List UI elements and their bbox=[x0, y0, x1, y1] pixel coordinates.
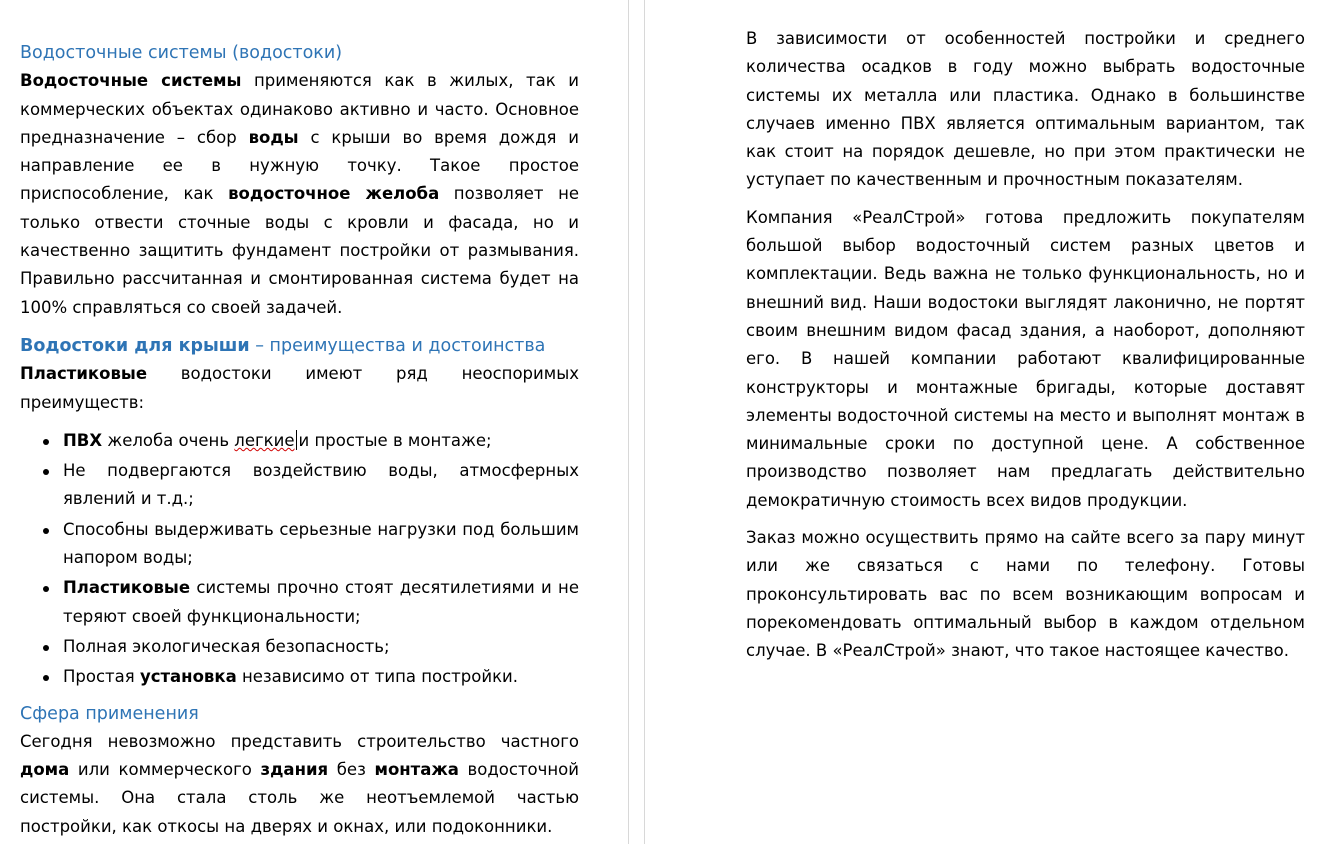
list-item bbox=[20, 633, 579, 661]
text-run: водосточной системы. Она стала столь же неотъемлемой частью постройки, как откосы на дверях и окнах, или подоконники. bbox=[20, 760, 580, 836]
advantages-list bbox=[20, 427, 579, 692]
heading-rest: – преимущества и достоинства bbox=[249, 335, 546, 356]
text-run: Не подвергаются воздействию воды, атмосферных явлений и т.д.; bbox=[63, 461, 579, 509]
bold-text: водосточное желоба bbox=[228, 184, 440, 204]
paragraph-scope bbox=[20, 728, 579, 841]
list-item bbox=[20, 574, 579, 631]
page-content[interactable] bbox=[746, 25, 1305, 675]
text-run: или коммерческого bbox=[69, 760, 261, 780]
page-separator bbox=[628, 0, 645, 844]
text-run: с крыши во время дождя и направление ее в нужную точку. Такое простое приспособление, как bbox=[20, 127, 579, 204]
list-item bbox=[20, 663, 579, 691]
paragraph-company-offer: Компания «РеалСтрой» готова предложить покупателям большой выбор водосточный систем разных цветов и комплектации. Ведь важна не только функциональность, но и внешний вид. Наши водостоки выглядят лаконично, не портят своим внешним видом фасад здания, а наоборот, дополняют его. В нашей компании работают квалифицированные конструкторы и монтажные бригады, которые доставят элементы водосточной системы на место и выполнят монтаж в минимальные сроки по доступной цене. А собственное производство позволяет нам предлагать действительно демократичную стоимость всех видов продукции. bbox=[746, 207, 1305, 510]
text-run: Простая bbox=[63, 667, 140, 687]
paragraph-material-choice: В зависимости от особенностей постройки и среднего количества осадков в году можно выбрать водосточные системы их металла или пластика. Однако в большинстве случаев именно ПВХ является оптимальным вариантом, так как стоит на порядок дешевле, но при этом практически не уступает по качественным и прочностным показателям. bbox=[746, 29, 1305, 190]
text-run: без bbox=[328, 760, 375, 780]
paragraph-order-info: Заказ можно осуществить прямо на сайте всего за пару минут или же связаться с нами по телефону. Готовы проконсультировать вас по всем возникающим вопросам и порекомендовать оптимальный выбор в каждом отдельном случае. В «РеалСтрой» знают, что такое настоящее качество. bbox=[746, 528, 1305, 661]
text-run: применяются как в жилых, так и коммерческих объектах одинаково активно и часто. Основное предназначение – сбор bbox=[20, 71, 579, 147]
text-run: водостоки имеют ряд неоспоримых преимуществ: bbox=[20, 364, 579, 412]
bold-text: монтажа bbox=[374, 760, 459, 780]
text-run: Сегодня невозможно представить строительство частного bbox=[20, 731, 579, 751]
text-run: желоба очень bbox=[102, 430, 235, 450]
text-run: независимо от типа постройки. bbox=[236, 667, 519, 687]
heading-roof-drains-advantages bbox=[20, 332, 579, 360]
bold-text: Водосточные системы bbox=[20, 71, 242, 91]
page-content[interactable] bbox=[20, 39, 579, 841]
heading-scope-of-application: Сфера применения bbox=[20, 703, 199, 724]
document-page-right bbox=[645, 0, 1335, 844]
bold-text: Пластиковые bbox=[20, 364, 148, 384]
text-run: Способны выдерживать серьезные нагрузки под большим напором воды; bbox=[63, 519, 579, 568]
paragraph-advantages-intro bbox=[20, 360, 579, 417]
bold-text: воды bbox=[248, 127, 299, 147]
text-run: и простые в монтаже; bbox=[298, 430, 492, 450]
text-cursor bbox=[296, 430, 297, 450]
text-run: позволяет не только отвести сточные воды с кровли и фасада, но и качественно защитить фундамент постройки от размывания. Правильно рассчитанная и смонтированная система будет на 100% справляться со своей задачей. bbox=[20, 184, 580, 317]
spellcheck-error-word[interactable]: легкие bbox=[234, 430, 295, 450]
list-item bbox=[20, 516, 579, 573]
bold-text: Пластиковые bbox=[63, 578, 191, 598]
bold-text: здания bbox=[260, 760, 329, 780]
heading-bold-part: Водостоки для крыши bbox=[20, 335, 250, 356]
document-page-left bbox=[0, 0, 628, 844]
text-run: системы прочно стоят десятилетиями и не теряют своей функциональности; bbox=[63, 578, 579, 626]
text-run: Полная экологическая безопасность; bbox=[63, 636, 390, 656]
list-item bbox=[20, 457, 579, 514]
bold-text: ПВХ bbox=[63, 430, 103, 450]
bold-text: дома bbox=[20, 760, 70, 780]
list-item bbox=[20, 427, 579, 455]
paragraph-intro bbox=[20, 67, 579, 322]
bold-text: установка bbox=[139, 667, 237, 687]
heading-drainage-systems: Водосточные системы (водостоки) bbox=[20, 43, 343, 63]
